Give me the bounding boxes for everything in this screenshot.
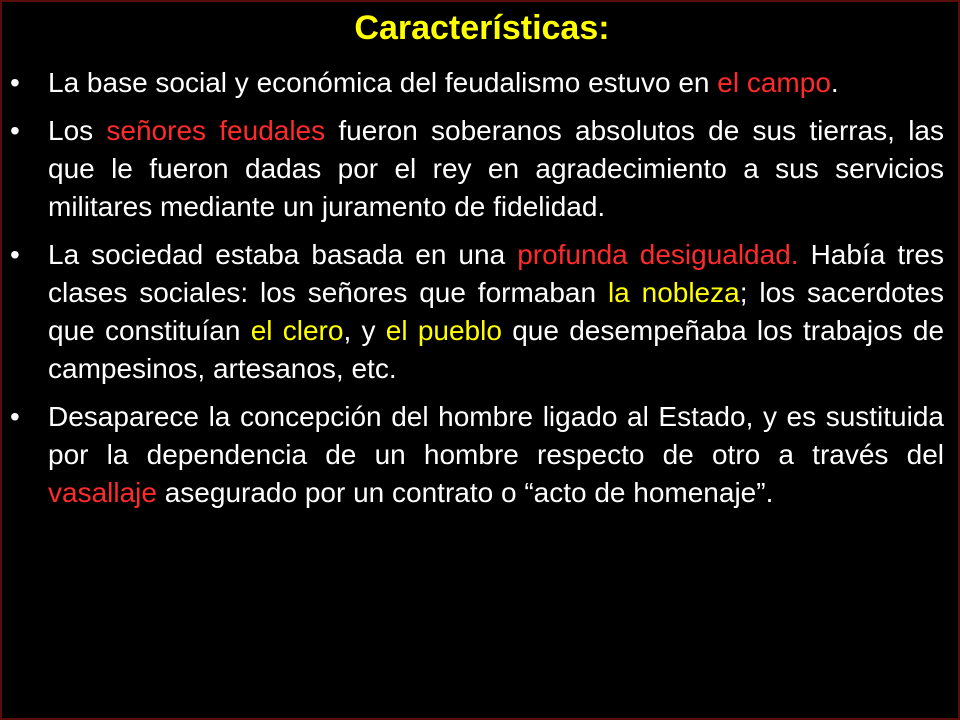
text-segment: Había tres clases sociales: los señores que formaban xyxy=(48,239,945,308)
bullet-text xyxy=(48,115,944,222)
bullet-marker: • xyxy=(10,401,20,432)
text-segment: Desaparece la concepción del hombre ligado al Estado, y es sustituida por la dependencia de un hombre respecto de otro a través del xyxy=(48,401,944,470)
bullet-marker: • xyxy=(10,115,20,146)
highlight-yellow: la nobleza xyxy=(607,277,740,308)
text-segment: . xyxy=(830,67,839,98)
bullet-text xyxy=(48,239,944,384)
bullet-text xyxy=(48,67,839,98)
text-segment: La base social y económica del feudalismo estuvo en xyxy=(48,67,718,98)
text-segment: asegurado por un contrato o “acto de homenaje”. xyxy=(156,477,774,508)
text-segment: , y xyxy=(343,315,386,346)
highlight-yellow: el clero xyxy=(250,315,344,346)
bullet-item xyxy=(2,398,960,512)
text-segment: Los xyxy=(48,115,107,146)
bullet-item xyxy=(2,236,960,388)
bullet-list xyxy=(2,64,960,522)
bullet-marker: • xyxy=(10,67,20,98)
bullet-item xyxy=(2,112,960,226)
bullet-text xyxy=(48,401,944,508)
highlight-yellow: el pueblo xyxy=(385,315,502,346)
slide-title: Características: xyxy=(354,9,610,47)
text-segment: fueron soberanos absolutos de sus tierras, las que le fueron dadas por el rey en agradecimiento a sus servicios militares mediante un juramento de fidelidad. xyxy=(48,115,944,222)
bullet-item xyxy=(2,64,960,102)
highlight-red: señores feudales xyxy=(106,115,326,146)
highlight-red: vasallaje xyxy=(48,477,157,508)
highlight-red: el campo xyxy=(717,67,831,98)
highlight-red: profunda desigualdad. xyxy=(517,239,799,270)
bullet-marker: • xyxy=(10,239,20,270)
text-segment: La sociedad estaba basada en una xyxy=(48,239,518,270)
text-segment: ; los sacerdotes que constituían xyxy=(48,277,944,346)
text-segment: que desempeñaba los trabajos de campesinos, artesanos, etc. xyxy=(48,315,945,384)
